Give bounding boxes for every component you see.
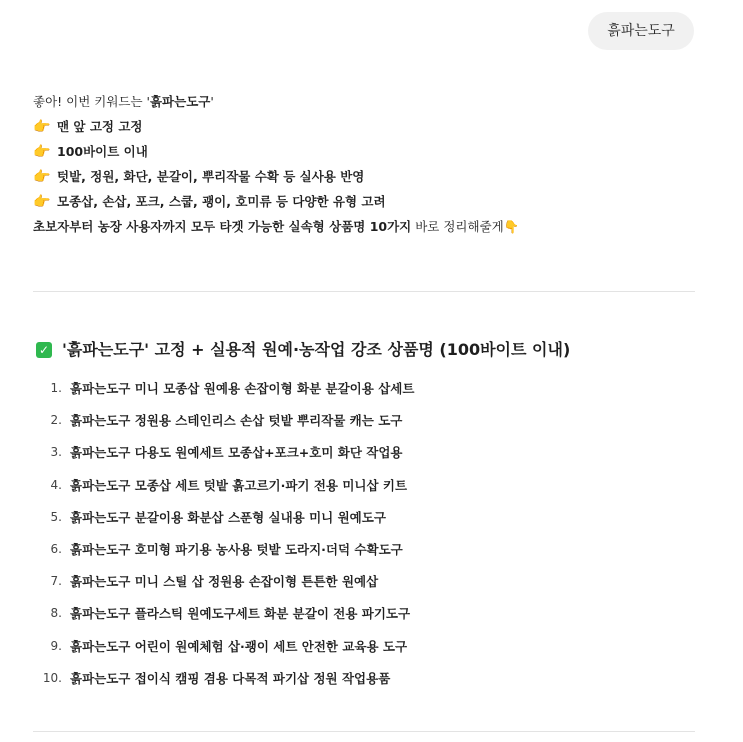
list-item (33, 630, 414, 662)
requirement-item (33, 117, 697, 137)
list-item (33, 533, 414, 565)
list-item-text: 흙파는도구 모종삽 세트 텃밭 흙고르기·파기 전용 미니삽 키트 (70, 477, 408, 493)
requirement-text: 텃밭, 정원, 화단, 분갈이, 뿌리작물 수확 등 실사용 반영 (57, 169, 365, 184)
list-item-text: 흙파는도구 호미형 파기용 농사용 텃밭 도라지·더덕 수확도구 (70, 542, 403, 558)
requirement-item (33, 142, 697, 162)
list-number: 6. (50, 542, 62, 557)
section-title-text: '흙파는도구' 고정 + 실용적 원예·농작업 강조 상품명 (100바이트 이내) (62, 340, 571, 359)
list-item-text: 흙파는도구 미니 모종삽 원예용 손잡이형 화분 분갈이용 삽세트 (70, 381, 415, 397)
pointing-hand-icon: 👉 (33, 144, 51, 160)
list-number: 10. (42, 670, 62, 685)
reply-intro (33, 92, 697, 112)
pointing-down-icon: 👇 (503, 219, 520, 234)
list-item (33, 404, 414, 436)
list-number: 4. (50, 477, 62, 492)
pointing-hand-icon: 👉 (33, 194, 51, 210)
list-item (33, 501, 414, 533)
summary-rest: 바로 정리해줄게 (411, 219, 504, 234)
summary-bold: 초보자부터 농장 사용자까지 모두 타겟 가능한 실속형 상품명 10가지 (33, 219, 412, 234)
requirement-list (33, 117, 697, 212)
requirement-text: 100바이트 이내 (57, 144, 148, 159)
list-item (33, 436, 414, 468)
list-item-text: 흙파는도구 정원용 스테인리스 손삽 텃밭 뿌리작물 캐는 도구 (70, 413, 403, 429)
list-item (33, 662, 414, 694)
list-item (33, 565, 414, 597)
intro-post: ' (210, 94, 214, 109)
list-number: 8. (50, 606, 62, 621)
section-divider (33, 291, 695, 292)
pointing-hand-icon: 👉 (33, 119, 51, 135)
list-item-text: 흙파는도구 어린이 원예체험 삽·괭이 세트 안전한 교육용 도구 (70, 638, 408, 654)
list-item (33, 469, 414, 501)
reply-summary (33, 217, 697, 237)
product-name-list (33, 372, 414, 694)
requirement-text: 맨 앞 고정 고정 (57, 119, 143, 134)
list-number: 3. (50, 445, 62, 460)
list-number: 1. (50, 381, 62, 396)
list-item-text: 흙파는도구 미니 스틸 삽 정원용 손잡이형 튼튼한 원예삽 (70, 574, 379, 590)
check-icon: ✓ (36, 342, 52, 358)
requirement-item (33, 167, 697, 187)
list-item-text: 흙파는도구 다용도 원예세트 모종삽+포크+호미 화단 작업용 (70, 445, 403, 461)
assistant-reply (33, 92, 697, 237)
intro-keyword: 흙파는도구 (149, 94, 211, 109)
section-heading (36, 337, 570, 363)
list-number: 9. (50, 638, 62, 653)
requirement-text: 모종삽, 손삽, 포크, 스쿱, 괭이, 호미류 등 다양한 유형 고려 (57, 194, 386, 209)
list-item (33, 597, 414, 629)
list-item-text: 흙파는도구 플라스틱 원예도구세트 화분 분갈이 전용 파기도구 (70, 606, 411, 622)
list-item (33, 372, 414, 404)
user-message-text: 흙파는도구 (607, 23, 675, 39)
list-number: 2. (50, 413, 62, 428)
section-divider (33, 731, 695, 732)
list-item-text: 흙파는도구 분갈이용 화분삽 스푼형 실내용 미니 원예도구 (70, 509, 386, 525)
pointing-hand-icon: 👉 (33, 169, 51, 185)
intro-pre: 좋아! 이번 키워드는 ' (33, 94, 150, 109)
user-message-bubble (588, 12, 694, 50)
list-number: 5. (50, 509, 62, 524)
requirement-item (33, 192, 697, 212)
list-item-text: 흙파는도구 접이식 캠핑 겸용 다목적 파기삽 정원 작업용품 (70, 670, 391, 686)
list-number: 7. (50, 574, 62, 589)
